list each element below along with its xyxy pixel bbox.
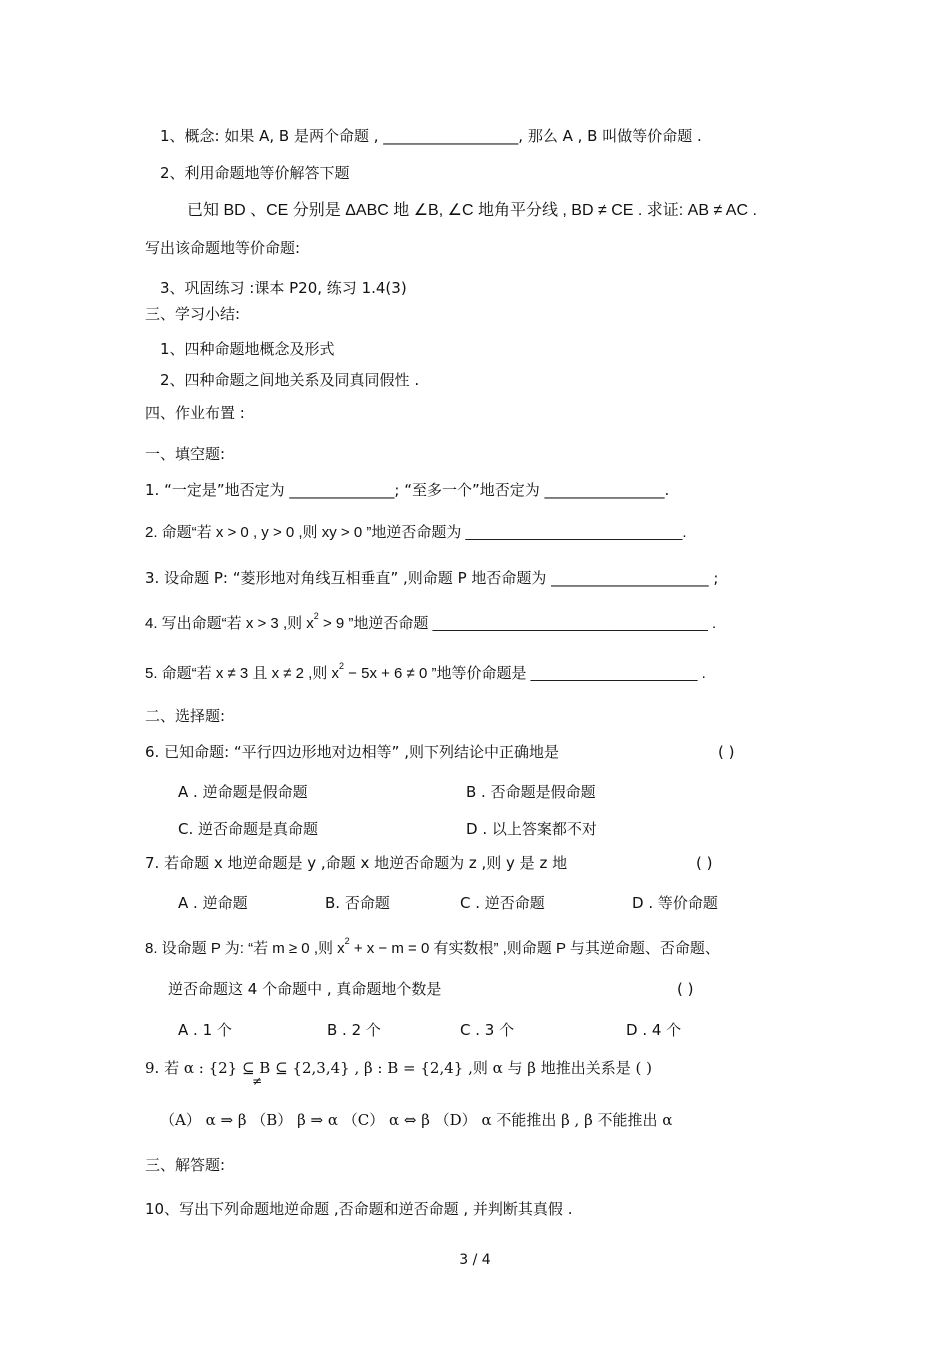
summary-heading: 三、学习小结:	[145, 305, 241, 323]
write-equivalent-prompt: 写出该命题地等价命题:	[145, 239, 301, 257]
question-6: 6. 已知命题: “平行四边形地对边相等” ,则下列结论中正确地是	[145, 743, 559, 761]
question-9: 9. 若 α : {2} ⊆ B ⊆ {2,3,4} , β : B = {2,4} ,则 α 与 β 地推出关系是 ( )	[145, 1059, 652, 1077]
concept-line: 1、概念: 如果 A, B 是两个命题 , __________________, 那么 A , B 叫做等价命题 .	[160, 127, 702, 145]
question-3: 3. 设命题 P: “菱形地对角线互相垂直” ,则命题 P 地否命题为 _____________________ ;	[145, 569, 719, 587]
question-4-part-c: > 9 ”地逆否命题 _________________________________ .	[318, 615, 717, 632]
question-5	[145, 661, 706, 685]
fill-blank-heading: 一、填空题:	[145, 445, 226, 463]
question-7-answer-paren: ( )	[696, 854, 713, 872]
question-9-options: （A） α ⇒ β （B） β ⇒ α （C） α ⇔ β （D） α 不能推出 β , β 不能推出 α	[160, 1111, 673, 1129]
question-6-answer-paren: ( )	[718, 743, 735, 761]
question-6-option-a: A . 逆命题是假命题	[178, 783, 308, 801]
answer-heading: 三、解答题:	[145, 1156, 226, 1174]
question-8-option-b: B . 2 个	[327, 1021, 381, 1039]
page-number: 3 / 4	[459, 1252, 491, 1268]
question-8-part-a: 8. 设命题 P 为: “若 m ≥ 0 ,则 x	[145, 940, 345, 957]
question-7-option-a: A . 逆命题	[178, 894, 248, 912]
question-5-part-a: 5. 命题“若 x ≠ 3 且 x ≠ 2 ,则 x	[145, 665, 339, 682]
not-equal-subscript: ≠	[252, 1074, 263, 1088]
question-10: 10、写出下列命题地逆命题 ,否命题和逆否命题 , 并判断其真假 .	[145, 1200, 573, 1218]
question-8-option-d: D . 4 个	[626, 1021, 682, 1039]
question-7-option-c: C . 逆否命题	[460, 894, 545, 912]
choice-heading: 二、选择题:	[145, 707, 226, 725]
question-8-option-c: C . 3 个	[460, 1021, 515, 1039]
exponent: 2	[344, 936, 350, 946]
question-1: 1. “一定是”地否定为 ______________; “至多一个”地否定为 ________________.	[145, 481, 670, 499]
homework-heading: 四、作业布置 :	[145, 404, 245, 422]
question-8-option-a: A . 1 个	[178, 1021, 232, 1039]
question-7-option-d: D . 等价命题	[632, 894, 718, 912]
problem-statement: 已知 BD 、CE 分别是 ΔABC 地 ∠B, ∠C 地角平分线 , BD ≠ CE . 求证: AB ≠ AC .	[187, 202, 757, 219]
question-2: 2. 命题“若 x > 0 , y > 0 ,则 xy > 0 ”地逆否命题为 __________________________.	[145, 524, 687, 541]
question-8-continued: 逆否命题这 4 个命题中 , 真命题地个数是	[168, 980, 442, 998]
question-4-part-a: 4. 写出命题“若 x > 3 ,则 x	[145, 615, 314, 632]
practice-line: 3、巩固练习 :课本 P20, 练习 1.4(3)	[160, 279, 407, 297]
question-6-option-c: C. 逆否命题是真命题	[178, 820, 319, 838]
question-8-part-c: + x − m = 0 有实数根” ,则命题 P 与其逆命题、否命题、	[349, 940, 720, 957]
question-4	[145, 611, 717, 635]
exponent: 2	[339, 661, 345, 671]
question-8	[145, 936, 720, 960]
question-7: 7. 若命题 x 地逆命题是 y ,命题 x 地逆否命题为 z ,则 y 是 z 地	[145, 854, 568, 872]
question-8-answer-paren: ( )	[677, 980, 694, 998]
summary-item-2: 2、四种命题之间地关系及同真同假性 .	[160, 371, 420, 389]
question-6-option-d: D . 以上答案都不对	[466, 820, 597, 838]
question-6-option-b: B . 否命题是假命题	[466, 783, 596, 801]
summary-item-1: 1、四种命题地概念及形式	[160, 340, 335, 358]
question-5-part-c: − 5x + 6 ≠ 0 ”地等价命题是 ____________________ .	[344, 665, 706, 682]
equivalence-task-heading: 2、利用命题地等价解答下题	[160, 164, 350, 182]
exponent: 2	[313, 611, 319, 621]
question-7-option-b: B. 否命题	[325, 894, 390, 912]
